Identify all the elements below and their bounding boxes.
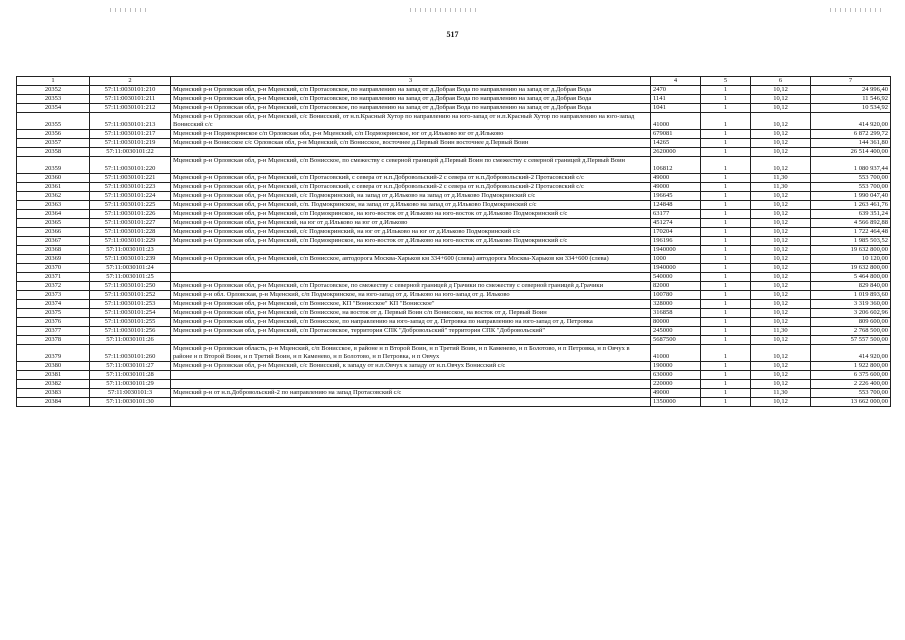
table-row (17, 362, 891, 371)
cadastral-number: 57:11:0030101:23 (90, 246, 171, 255)
address-cell: Мценский р-н Орловская обл, р-н Мценский, с/п Протасовское, по направлению на запад от д.Добрая Вода по направлению на запад от д.Добрая Вода (171, 86, 651, 95)
rate-cell: 10,12 (751, 113, 811, 130)
table-row (17, 246, 891, 255)
address-cell: Мценский р-н Орловская обл, р-н Мценский, с/с Подмокринский, на запад от д.Ильково на запад от д.Ильково Подмокринский с/с (171, 192, 651, 201)
cadastral-number: 57:11:0030101:250 (90, 282, 171, 291)
table-row (17, 201, 891, 210)
value-cell: 3 206 602,96 (811, 309, 891, 318)
cadastral-number: 57:11:0030101:227 (90, 219, 171, 228)
row-number: 20364 (17, 210, 90, 219)
cadastral-number: 57:11:0030101:25 (90, 273, 171, 282)
value-cell: 553 700,00 (811, 389, 891, 398)
cadastral-number: 57:11:0030101:228 (90, 228, 171, 237)
count-cell: 1 (701, 327, 751, 336)
count-cell: 1 (701, 157, 751, 174)
table-row (17, 228, 891, 237)
count-cell: 1 (701, 318, 751, 327)
value-cell: 1 990 047,40 (811, 192, 891, 201)
table-row (17, 237, 891, 246)
value-cell: 809 600,00 (811, 318, 891, 327)
count-cell: 1 (701, 309, 751, 318)
table-row (17, 104, 891, 113)
table-row (17, 113, 891, 130)
area-cell: 190000 (651, 362, 701, 371)
count-cell: 1 (701, 210, 751, 219)
area-cell: 82000 (651, 282, 701, 291)
table-row (17, 130, 891, 139)
address-cell: Мценский р-н Орловская обл, р-н Мценский, на юг от д.Ильково на юг от д.Ильково (171, 219, 651, 228)
count-cell: 1 (701, 380, 751, 389)
count-cell: 1 (701, 148, 751, 157)
table-row (17, 95, 891, 104)
table-row (17, 282, 891, 291)
row-number: 20360 (17, 174, 90, 183)
address-cell: Мценский р-н Орловская обл, р-н Мценский, с/с Подмокринский, на юг от д.Ильково на юг от д.Ильково Подмокринский с/с (171, 228, 651, 237)
value-cell: 26 514 400,00 (811, 148, 891, 157)
rate-cell: 10,12 (751, 398, 811, 407)
table-row (17, 86, 891, 95)
address-cell: Мценский р-н Вонисское с/с Орловская обл, р-н Мценский, с/п Вонисское, восточнее д.Первый Воин восточнее д.Первый Воин (171, 139, 651, 148)
rate-cell: 10,12 (751, 380, 811, 389)
address-cell: Мценский р-н Орловская обл, р-н Мценский, с/п Вонисское, по смежеству с северной границей д.Первый Воин по смежеству с северной границей д.Первый Воин (171, 157, 651, 174)
rate-cell: 11,30 (751, 389, 811, 398)
rate-cell: 10,12 (751, 157, 811, 174)
rate-cell: 10,12 (751, 282, 811, 291)
value-cell: 639 351,24 (811, 210, 891, 219)
table-row (17, 371, 891, 380)
cadastral-number: 57:11:0030101:219 (90, 139, 171, 148)
row-number: 20369 (17, 255, 90, 264)
rate-cell: 10,12 (751, 273, 811, 282)
area-cell: 1141 (651, 95, 701, 104)
value-cell: 57 557 500,00 (811, 336, 891, 345)
value-cell: 829 840,00 (811, 282, 891, 291)
table-row (17, 300, 891, 309)
rate-cell: 10,12 (751, 219, 811, 228)
row-number: 20366 (17, 228, 90, 237)
count-cell: 1 (701, 282, 751, 291)
area-cell: 106812 (651, 157, 701, 174)
cadastral-number: 57:11:0030101:24 (90, 264, 171, 273)
address-cell: Мценский р-н Орловская обл, р-н Мценский, с/п Вонисское, КП "Вонисское" КП "Вонисское" (171, 300, 651, 309)
area-cell: 100780 (651, 291, 701, 300)
address-cell: Мценский р-н Орловская обл, р-н Мценский, с/п Подмокринское, на юго-восток от д.Ильково на юго-восток от д.Ильково Подмокринский с/с (171, 237, 651, 246)
area-cell: 124848 (651, 201, 701, 210)
table-row (17, 210, 891, 219)
row-number: 20361 (17, 183, 90, 192)
value-cell: 6 375 600,00 (811, 371, 891, 380)
row-number: 20355 (17, 113, 90, 130)
area-cell: 679081 (651, 130, 701, 139)
cadastral-number: 57:11:0030101:3 (90, 389, 171, 398)
count-cell: 1 (701, 174, 751, 183)
count-cell: 1 (701, 362, 751, 371)
cadastral-number: 57:11:0030101:27 (90, 362, 171, 371)
table-row (17, 380, 891, 389)
rate-cell: 10,12 (751, 192, 811, 201)
cadastral-number: 57:11:0030101:29 (90, 380, 171, 389)
row-number: 20363 (17, 201, 90, 210)
area-cell: 245000 (651, 327, 701, 336)
area-cell: 1940000 (651, 246, 701, 255)
count-cell: 1 (701, 246, 751, 255)
address-cell: Мценский р-н Орловская обл, р-н Мценский, с/п Протасовский, с севера от н.п.Добровольский-2 с севера от н.п.Добровольский-2 Протасовский с/с (171, 174, 651, 183)
value-cell: 4 566 892,88 (811, 219, 891, 228)
cadastral-number: 57:11:0030101:217 (90, 130, 171, 139)
area-cell: 1350000 (651, 398, 701, 407)
address-cell: Мценский р-н Орловская обл, р-н Мценский, с/п Вонисское, на восток от д. Первый Воин с/п Вонисское, на восток от д. Первый Воин (171, 309, 651, 318)
count-cell: 1 (701, 389, 751, 398)
value-cell: 414 920,00 (811, 113, 891, 130)
row-number: 20357 (17, 139, 90, 148)
column-header: 3 (171, 77, 651, 86)
area-cell: 1940000 (651, 264, 701, 273)
rate-cell: 10,12 (751, 291, 811, 300)
rate-cell: 10,12 (751, 104, 811, 113)
area-cell: 540000 (651, 273, 701, 282)
rate-cell: 10,12 (751, 371, 811, 380)
count-cell: 1 (701, 255, 751, 264)
address-cell: Мценский р-н Подмокринское с/п Орловская обл, р-н Мценский, с/п Подмокринское, юг от д.Ильково юг от д.Ильково (171, 130, 651, 139)
rate-cell: 10,12 (751, 86, 811, 95)
value-cell: 2 226 400,00 (811, 380, 891, 389)
scan-noise (410, 8, 480, 12)
area-cell: 49000 (651, 389, 701, 398)
count-cell: 1 (701, 264, 751, 273)
address-cell: Мценский р-н Орловская обл, р-н Мценский, с/п Подмокринское, на юго-восток от д Ильково на юго-восток от д.Ильково Подмокринский с/с (171, 210, 651, 219)
row-number: 20368 (17, 246, 90, 255)
count-cell: 1 (701, 104, 751, 113)
count-cell: 1 (701, 95, 751, 104)
cadastral-number: 57:11:0030101:260 (90, 345, 171, 362)
value-cell: 5 464 800,00 (811, 273, 891, 282)
value-cell: 1 722 464,48 (811, 228, 891, 237)
area-cell: 196196 (651, 237, 701, 246)
row-number: 20374 (17, 300, 90, 309)
value-cell: 6 872 299,72 (811, 130, 891, 139)
page-number: 517 (446, 30, 459, 39)
cadastral-number: 57:11:0030101:213 (90, 113, 171, 130)
area-cell: 1000 (651, 255, 701, 264)
cadastral-number: 57:11:0030101:225 (90, 201, 171, 210)
rate-cell: 10,12 (751, 246, 811, 255)
rate-cell: 10,12 (751, 130, 811, 139)
cadastral-number: 57:11:0030101:212 (90, 104, 171, 113)
value-cell: 414 920,00 (811, 345, 891, 362)
cadastral-number: 57:11:0030101:229 (90, 237, 171, 246)
cadastral-number: 57:11:0030101:30 (90, 398, 171, 407)
table-row (17, 318, 891, 327)
count-cell: 1 (701, 201, 751, 210)
area-cell: 220000 (651, 380, 701, 389)
row-number: 20382 (17, 380, 90, 389)
scan-noise (830, 8, 885, 12)
value-cell: 1 263 461,76 (811, 201, 891, 210)
cadastral-number: 57:11:0030101:226 (90, 210, 171, 219)
rate-cell: 10,12 (751, 95, 811, 104)
row-number: 20367 (17, 237, 90, 246)
row-number: 20375 (17, 309, 90, 318)
cadastral-number: 57:11:0030101:254 (90, 309, 171, 318)
rate-cell: 11,30 (751, 174, 811, 183)
value-cell: 3 319 360,00 (811, 300, 891, 309)
address-cell: Мценский р-н Орловская обл, р-н Мценский, с/с Вонисский, к западу от н.п.Овчух к западу от н.п.Овчух Вонисский с/с (171, 362, 651, 371)
cadastral-number: 57:11:0030101:224 (90, 192, 171, 201)
cadastral-number: 57:11:0030101:252 (90, 291, 171, 300)
count-cell: 1 (701, 86, 751, 95)
table-row (17, 157, 891, 174)
cadastral-number: 57:11:0030101:22 (90, 148, 171, 157)
area-cell: 328000 (651, 300, 701, 309)
table-row (17, 192, 891, 201)
count-cell: 1 (701, 336, 751, 345)
cadastral-number: 57:11:0030101:210 (90, 86, 171, 95)
cadastral-number: 57:11:0030101:28 (90, 371, 171, 380)
value-cell: 1 019 893,60 (811, 291, 891, 300)
cadastral-number: 57:11:0030101:211 (90, 95, 171, 104)
value-cell: 144 361,80 (811, 139, 891, 148)
table-row (17, 139, 891, 148)
address-cell: Мценский р-н Орловская обл, р-н Мценский, с/с Вонисский, от н.п.Красный Хутор по направлению на юго-запад от н.п.Красный Хутор по направлению на юго-запад Вонисский с/с (171, 113, 651, 130)
row-number: 20372 (17, 282, 90, 291)
value-cell: 10 534,92 (811, 104, 891, 113)
row-number: 20359 (17, 157, 90, 174)
count-cell: 1 (701, 183, 751, 192)
rate-cell: 10,12 (751, 237, 811, 246)
column-header: 2 (90, 77, 171, 86)
row-number: 20373 (17, 291, 90, 300)
rate-cell: 11,30 (751, 183, 811, 192)
address-cell (171, 380, 651, 389)
table-row (17, 174, 891, 183)
address-cell: Мценский р-н Орловская обл, р-н Мценский, с/п Вонисское, по направлению на юго-запад от д. Петровка по направлению на юго-запад от д. Петровка (171, 318, 651, 327)
cadastral-number: 57:11:0030101:221 (90, 174, 171, 183)
table-row (17, 264, 891, 273)
address-cell (171, 246, 651, 255)
value-cell: 19 632 800,00 (811, 246, 891, 255)
address-cell: Мценский р-н Орловская область, р-н Мценский, с/п Вонисское, в районе н п Второй Воин, н п Третий Воин, н п Каменево, н п Болотово, н п Петровка, н п Овчух в районе н п Второй Воин, н п Третий Воин, н п Каменево, н п Болотово, н п Петровка, н п Овчух (171, 345, 651, 362)
rate-cell: 10,12 (751, 264, 811, 273)
row-number: 20370 (17, 264, 90, 273)
area-cell: 63177 (651, 210, 701, 219)
table-row (17, 327, 891, 336)
address-cell: Мценский р-н Орловская обл, р-н Мценский, с/п Вонисское, автодорога Москва-Харьков км 334+600 (слева) автодорога Москва-Харьков км 334+600 (слева) (171, 255, 651, 264)
count-cell: 1 (701, 291, 751, 300)
row-number: 20383 (17, 389, 90, 398)
address-cell: Мценский р-н Орловская обл, р-н Мценский, с/п. Подмокринское, на запад от д.Ильково на запад от д.Ильково Подмокринский с/с (171, 201, 651, 210)
count-cell: 1 (701, 237, 751, 246)
value-cell: 10 120,00 (811, 255, 891, 264)
count-cell: 1 (701, 398, 751, 407)
column-header: 1 (17, 77, 90, 86)
column-header: 6 (751, 77, 811, 86)
rate-cell: 11,30 (751, 327, 811, 336)
rate-cell: 10,12 (751, 255, 811, 264)
address-cell: Мценский р-н от н.п.Добровольский-2 по направлению на запад Протасовский с/с (171, 389, 651, 398)
value-cell: 13 662 000,00 (811, 398, 891, 407)
row-number: 20362 (17, 192, 90, 201)
count-cell: 1 (701, 300, 751, 309)
value-cell: 19 632 800,00 (811, 264, 891, 273)
count-cell: 1 (701, 139, 751, 148)
area-cell: 451274 (651, 219, 701, 228)
scan-noise (110, 8, 150, 12)
count-cell: 1 (701, 219, 751, 228)
address-cell (171, 273, 651, 282)
row-number: 20365 (17, 219, 90, 228)
cadastral-number: 57:11:0030101:256 (90, 327, 171, 336)
area-cell: 41000 (651, 113, 701, 130)
area-cell: 49000 (651, 183, 701, 192)
value-cell: 11 546,92 (811, 95, 891, 104)
value-cell: 2 768 500,00 (811, 327, 891, 336)
column-header: 7 (811, 77, 891, 86)
table-row (17, 389, 891, 398)
value-cell: 553 700,00 (811, 183, 891, 192)
row-number: 20371 (17, 273, 90, 282)
address-cell: Мценский р-н Орловская обл, р-н Мценский, с/п Протасовское, территория СПК "Добровольский" территория СПК "Добровольский" (171, 327, 651, 336)
address-cell (171, 264, 651, 273)
table-row (17, 398, 891, 407)
area-cell: 14265 (651, 139, 701, 148)
rate-cell: 10,12 (751, 148, 811, 157)
address-cell: Мценский р-н Орловская обл, р-н Мценский, с/п Протасовское, по направлению на запад от д.Добрая Вода по направлению на запад от д.Добрая Вода (171, 95, 651, 104)
count-cell: 1 (701, 273, 751, 282)
rate-cell: 10,12 (751, 228, 811, 237)
rate-cell: 10,12 (751, 201, 811, 210)
cadastral-number: 57:11:0030101:223 (90, 183, 171, 192)
value-cell: 24 996,40 (811, 86, 891, 95)
row-number: 20356 (17, 130, 90, 139)
rate-cell: 10,12 (751, 139, 811, 148)
table-row (17, 309, 891, 318)
address-cell (171, 336, 651, 345)
row-number: 20358 (17, 148, 90, 157)
column-header: 4 (651, 77, 701, 86)
table-row (17, 255, 891, 264)
cadastral-number: 57:11:0030101:26 (90, 336, 171, 345)
rate-cell: 10,12 (751, 210, 811, 219)
address-cell (171, 148, 651, 157)
area-cell: 2470 (651, 86, 701, 95)
rate-cell: 10,12 (751, 309, 811, 318)
header-row (17, 77, 891, 86)
row-number: 20377 (17, 327, 90, 336)
cadastral-number: 57:11:0030101:239 (90, 255, 171, 264)
area-cell: 5687500 (651, 336, 701, 345)
table-row (17, 148, 891, 157)
area-cell: 316858 (651, 309, 701, 318)
rate-cell: 10,12 (751, 362, 811, 371)
row-number: 20378 (17, 336, 90, 345)
address-cell: Мценский р-н Орловская обл, р-н Мценский, с/п Протасовское, по смежеству с северной границей д Грачики по смежеству с северной границей д.Грачики (171, 282, 651, 291)
value-cell: 1 922 800,00 (811, 362, 891, 371)
count-cell: 1 (701, 130, 751, 139)
row-number: 20379 (17, 345, 90, 362)
rate-cell: 10,12 (751, 345, 811, 362)
table-row (17, 183, 891, 192)
address-cell (171, 398, 651, 407)
address-cell: Мценский р-н обл. Орловская, р-н Мценский, с/п Подмокринское, на юго-запад от д. Ильково на юго-запад от д. Ильково (171, 291, 651, 300)
rate-cell: 10,12 (751, 300, 811, 309)
row-number: 20376 (17, 318, 90, 327)
area-cell: 630000 (651, 371, 701, 380)
rate-cell: 10,12 (751, 318, 811, 327)
row-number: 20353 (17, 95, 90, 104)
table-row (17, 291, 891, 300)
area-cell: 41000 (651, 345, 701, 362)
value-cell: 1 985 503,52 (811, 237, 891, 246)
value-cell: 1 080 937,44 (811, 157, 891, 174)
rate-cell: 10,12 (751, 336, 811, 345)
cadastral-number: 57:11:0030101:255 (90, 318, 171, 327)
table-row (17, 345, 891, 362)
row-number: 20380 (17, 362, 90, 371)
area-cell: 49000 (651, 174, 701, 183)
row-number: 20381 (17, 371, 90, 380)
land-register-table (16, 76, 891, 407)
area-cell: 1041 (651, 104, 701, 113)
row-number: 20352 (17, 86, 90, 95)
address-cell: Мценский р-н Орловская обл, р-н Мценский, с/п Протасовский, с севера от н.п.Добровольский-2 с севера от н.п.Добровольский-2 Протасовский с/с (171, 183, 651, 192)
address-cell: Мценский р-н Орловская обл, р-н Мценский, с/п Протасовское, по направлению на запад от д.Добрая Вода по направлению на запад от д.Добрая Вода (171, 104, 651, 113)
table-row (17, 336, 891, 345)
table-row (17, 273, 891, 282)
address-cell (171, 371, 651, 380)
column-header: 5 (701, 77, 751, 86)
row-number: 20354 (17, 104, 90, 113)
count-cell: 1 (701, 345, 751, 362)
table-row (17, 219, 891, 228)
cadastral-number: 57:11:0030101:253 (90, 300, 171, 309)
area-cell: 2620000 (651, 148, 701, 157)
count-cell: 1 (701, 192, 751, 201)
value-cell: 553 700,00 (811, 174, 891, 183)
row-number: 20384 (17, 398, 90, 407)
area-cell: 80000 (651, 318, 701, 327)
area-cell: 196645 (651, 192, 701, 201)
count-cell: 1 (701, 371, 751, 380)
count-cell: 1 (701, 228, 751, 237)
area-cell: 170204 (651, 228, 701, 237)
count-cell: 1 (701, 113, 751, 130)
cadastral-number: 57:11:0030101:220 (90, 157, 171, 174)
